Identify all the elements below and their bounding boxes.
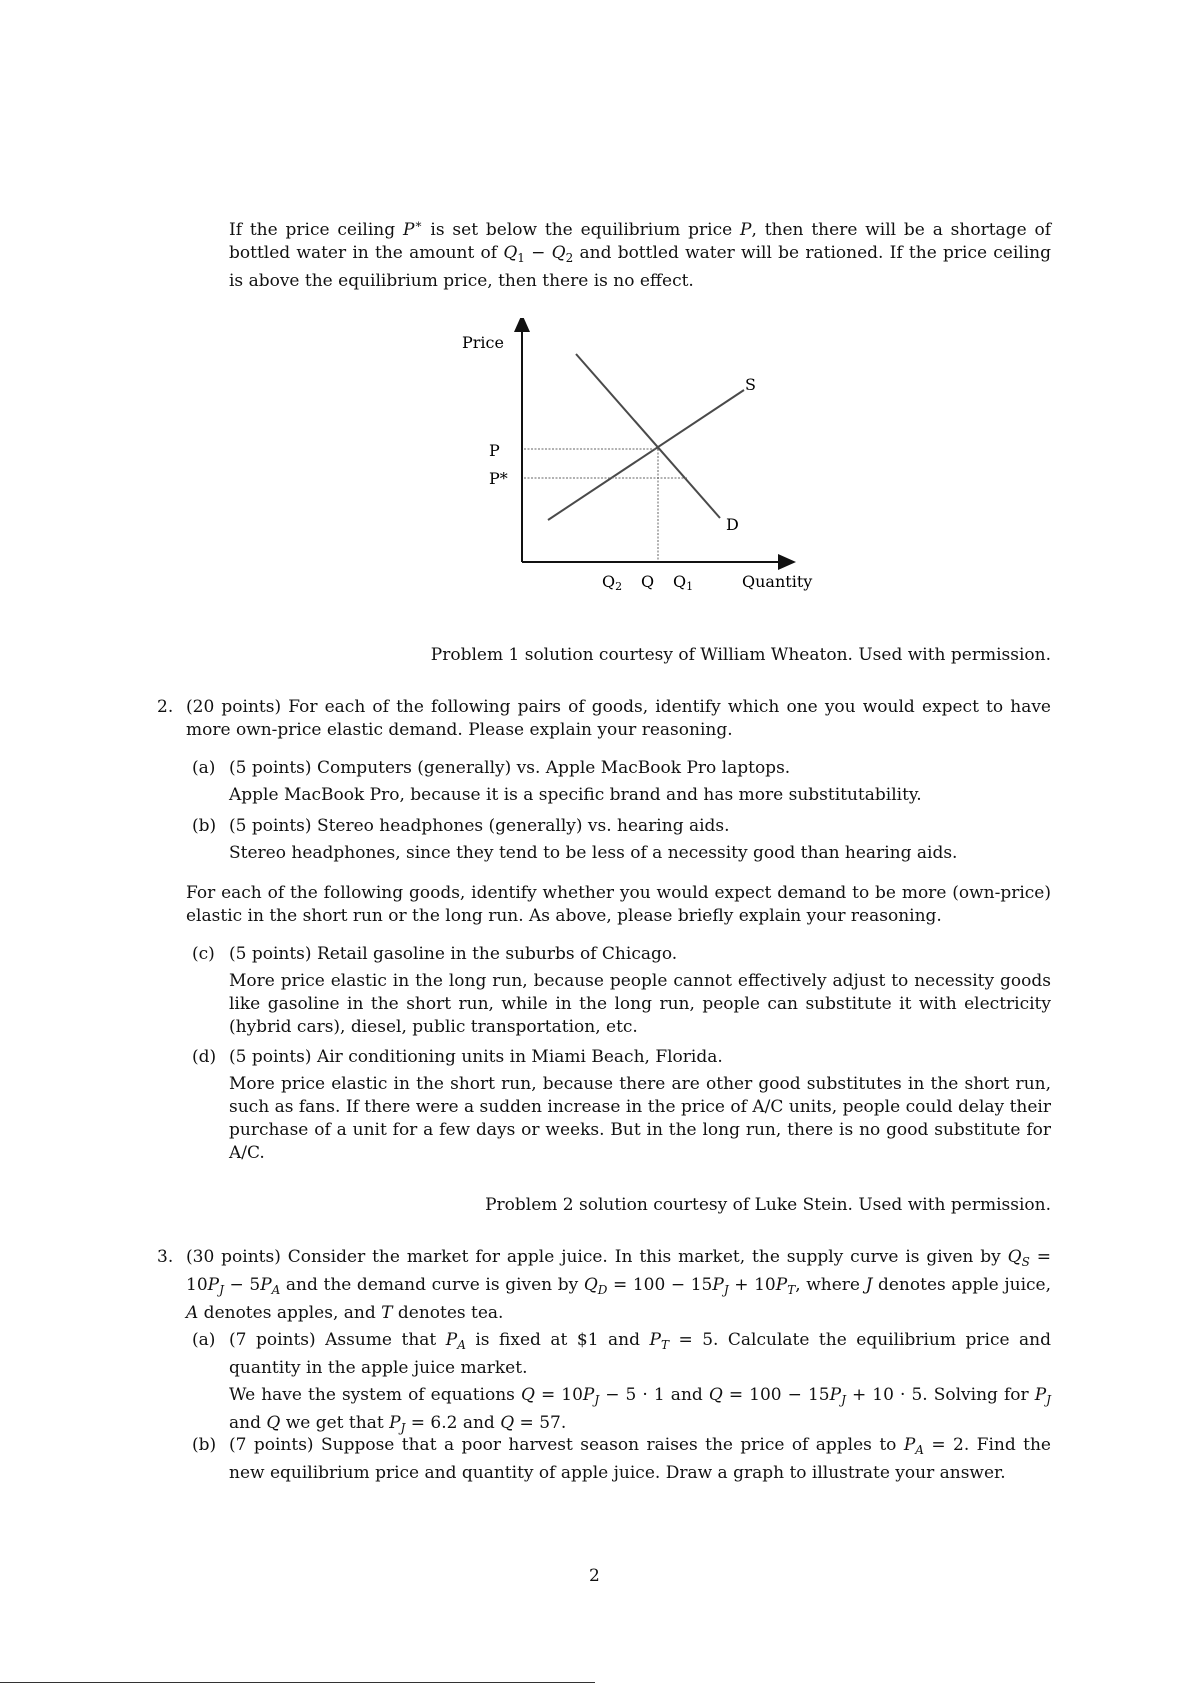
price-ceiling-graph: [440, 318, 820, 598]
problem2-mid-text: For each of the following goods, identify whether you would expect demand to be more (own-price) elastic in the short run or the long run. As above, please briefly explain your reasoning.: [186, 883, 1051, 926]
supply-curve: [548, 390, 744, 520]
problem2-item-d: [192, 1046, 1051, 1165]
problem2-number: 2.: [157, 697, 174, 717]
q1-label: Q1: [673, 572, 694, 593]
item-answer: More price elastic in the long run, because people cannot effectively adjust to necessity goods like gasoline in the short run, while in the long run, people can substitute it with electricity (hybrid cars), diesel, public transportation, etc.: [229, 971, 1051, 1037]
problem2-item-c: [192, 943, 1051, 1039]
problem2-item-b: [192, 815, 1051, 865]
item-question: (5 points) Stereo headphones (generally) vs. hearing aids.: [229, 816, 730, 836]
item-answer: Apple MacBook Pro, because it is a specific brand and has more substitutability.: [229, 785, 922, 805]
item-tag: (c): [192, 944, 215, 964]
item-tag: (a): [192, 758, 216, 778]
item-question: (5 points) Retail gasoline in the suburbs of Chicago.: [229, 944, 678, 964]
problem3-intro: (30 points) Consider the market for apple juice. In this market, the supply curve is given by $Q_S = 10P_J - 5P_A$ and the demand curve is given by $Q_D = 100 - 15P_J + 10P_T$, where J denotes apple juice, A denotes apples, and T denotes tea.: [186, 1247, 1051, 1323]
item-answer: We have the system of equations $Q = 10P_J - 5 \cdot 1$ and $Q = 100 - 15P_J + 10 \cdot 5$. Solving for $P_J$ and Q we get that $P_J = 6.2$ and Q = 57.: [229, 1385, 1051, 1435]
problem3-item-b: [192, 1434, 1051, 1485]
demand-curve: [576, 354, 720, 518]
item-answer: More price elastic in the short run, because there are other good substitutes in the short run, such as fans. If there were a sudden increase in the price of A/C units, people could delay their purchase of a unit for a few days or weeks. But in the long run, there is no good substitute for A/C.: [229, 1074, 1051, 1163]
bottom-rule: [0, 1682, 595, 1683]
item-question: (7 points) Suppose that a poor harvest season raises the price of apples to $P_A = 2$. Find the new equilibrium price and quantity of apple juice. Draw a graph to illustrate your answer.: [229, 1435, 1051, 1483]
item-tag: (d): [192, 1047, 217, 1067]
problem1-conclusion: If the price ceiling P∗ is set below the equilibrium price P, then there will be a shortage of bottled water in the amount of $Q_1 - Q_2$ and bottled water will be rationed. If the price ceiling is above the equilibrium price, then there is no effect.: [229, 217, 1051, 291]
problem3-number: 3.: [157, 1247, 174, 1267]
problem1-credit: Problem 1 solution courtesy of William Wheaton. Used with permission.: [430, 645, 1051, 665]
item-tag: (b): [192, 816, 217, 836]
supply-label: S: [745, 375, 756, 394]
item-question: (5 points) Air conditioning units in Miami Beach, Florida.: [229, 1047, 723, 1067]
page-number: 2: [589, 1566, 600, 1586]
problem2-intro: (20 points) For each of the following pairs of goods, identify which one you would expect to have more own-price elastic demand. Please explain your reasoning.: [186, 697, 1051, 740]
price-label: P: [489, 441, 500, 460]
ceiling-price-label: P*: [489, 469, 508, 488]
item-tag: (a): [192, 1330, 216, 1350]
y-axis-label: Price: [462, 333, 504, 352]
item-question: (7 points) Assume that $P_A$ is fixed at $1 and $P_T = 5$. Calculate the equilibrium price and quantity in the apple juice market.: [229, 1330, 1051, 1378]
item-tag: (b): [192, 1435, 217, 1455]
x-axis-label: Quantity: [742, 572, 813, 591]
item-answer: Stereo headphones, since they tend to be less of a necessity good than hearing aids.: [229, 843, 958, 863]
demand-label: D: [726, 515, 739, 534]
q-label: Q: [641, 572, 655, 591]
problem2-item-a: [192, 757, 1051, 807]
q2-label: Q2: [602, 572, 623, 593]
problem3-item-a: [192, 1329, 1051, 1440]
problem2-credit: Problem 2 solution courtesy of Luke Stein. Used with permission.: [485, 1195, 1051, 1215]
item-question: (5 points) Computers (generally) vs. Apple MacBook Pro laptops.: [229, 758, 791, 778]
